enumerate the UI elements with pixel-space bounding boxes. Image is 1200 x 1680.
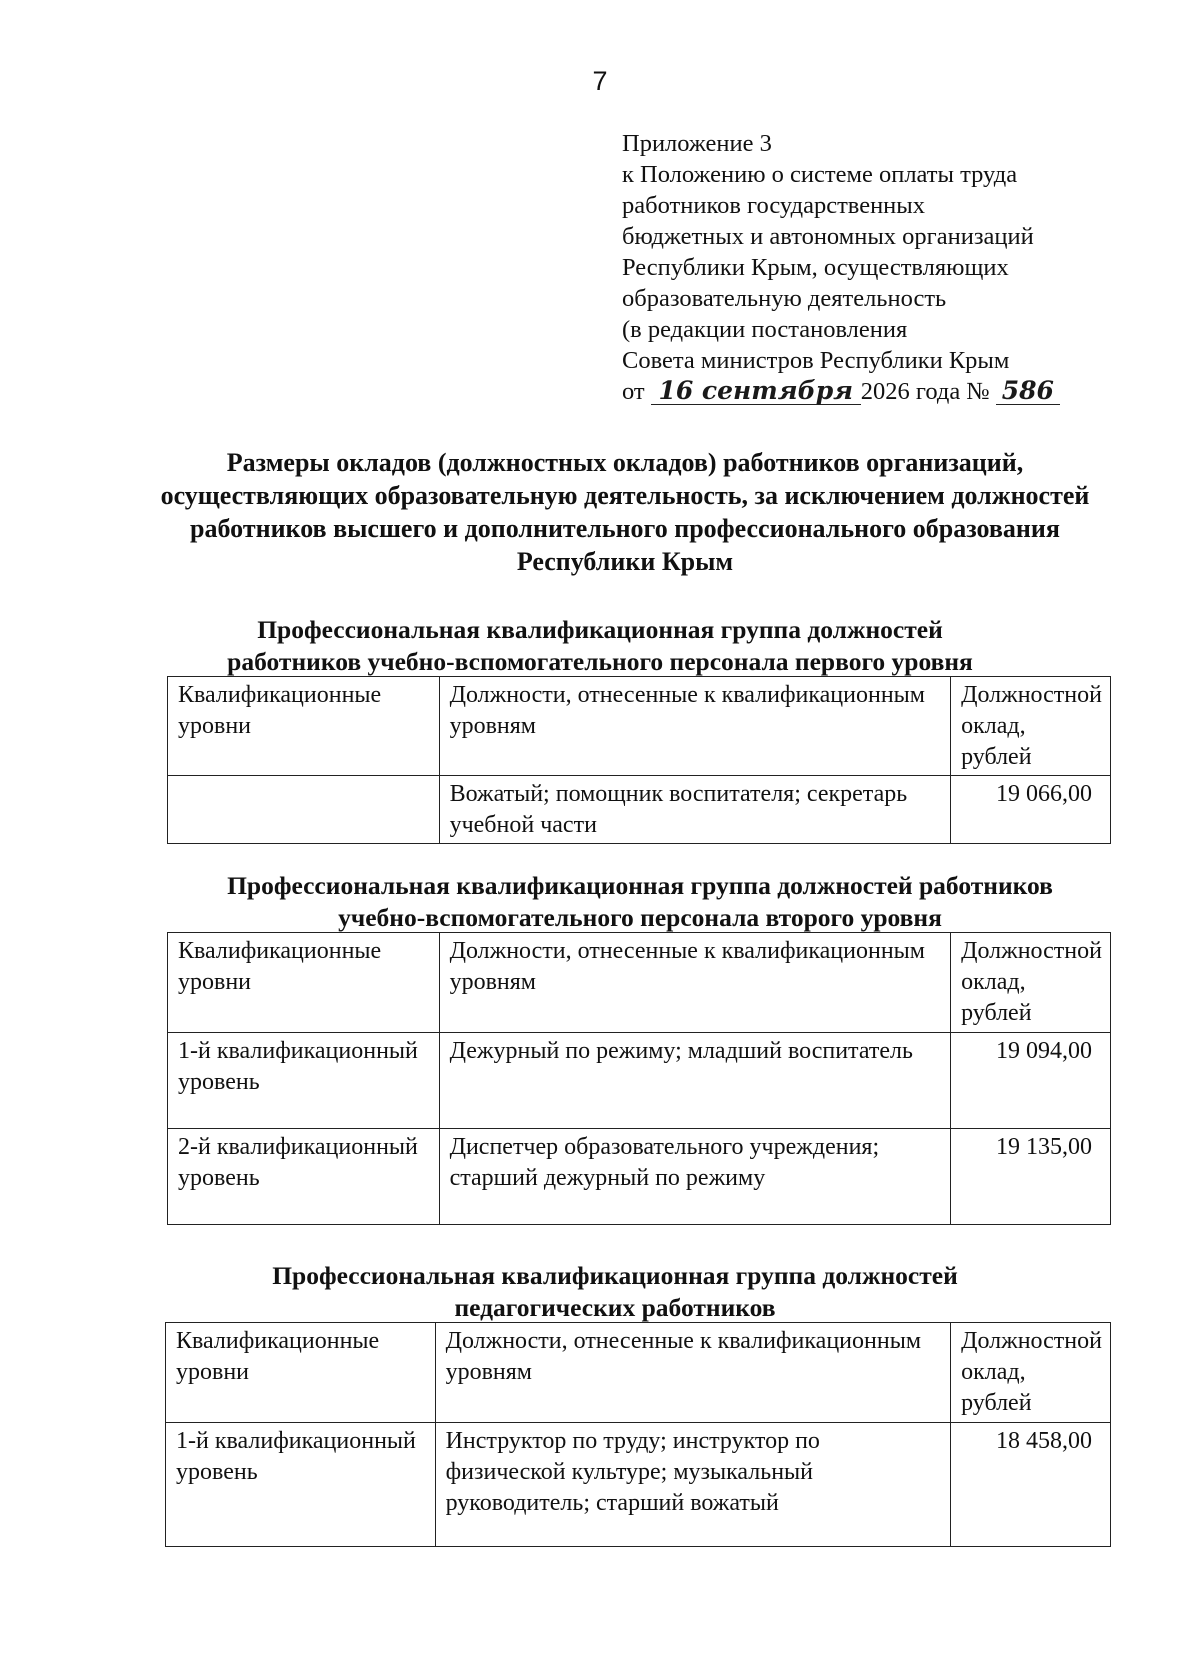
document-title: Размеры окладов (должностных окладов) работников организаций, осуществляющих образовательную деятельность, за исключением должностей работников высшего и дополнительного профессионального образования Республики Крым bbox=[160, 448, 1090, 576]
group-title-3 bbox=[150, 1260, 1080, 1324]
header-salary: Должностной оклад, рублей bbox=[951, 1323, 1111, 1423]
positions-cell: Диспетчер образовательного учреждения; старший дежурный по режиму bbox=[439, 1129, 951, 1225]
header-positions: Должности, отнесенные к квалификационным уровням bbox=[439, 677, 951, 776]
positions-cell: Дежурный по режиму; младший воспитатель bbox=[439, 1033, 951, 1129]
salary-table-1 bbox=[167, 676, 1111, 844]
appendix-line: работников государственных bbox=[622, 192, 926, 219]
appendix-line: Приложение 3 bbox=[622, 130, 772, 157]
appendix-line: (в редакции постановления bbox=[622, 316, 908, 343]
table-header-row bbox=[168, 933, 1111, 1033]
table-row bbox=[168, 1033, 1111, 1129]
appendix-line: бюджетных и автономных организаций bbox=[622, 223, 1034, 250]
level-cell: 2-й квалификационный уровень bbox=[168, 1129, 440, 1225]
year-text: 2026 года № bbox=[860, 378, 990, 405]
table-row bbox=[166, 1423, 1111, 1547]
date-prefix: от bbox=[622, 378, 645, 405]
salary-cell: 19 135,00 bbox=[951, 1129, 1111, 1225]
group-title-line: учебно-вспомогательного персонала второго уровня bbox=[338, 903, 942, 932]
level-cell bbox=[168, 776, 440, 844]
appendix-line: Совета министров Республики Крым bbox=[622, 347, 1010, 374]
group-title-line: Профессиональная квалификационная группа должностей bbox=[272, 1261, 958, 1290]
group-title-line: педагогических работников bbox=[454, 1293, 776, 1322]
header-salary: Должностной оклад, рублей bbox=[951, 677, 1111, 776]
handwritten-number: 586 bbox=[996, 378, 1060, 405]
header-level: Квалификационные уровни bbox=[166, 1323, 436, 1423]
group-title-line: Профессиональная квалификационная группа должностей bbox=[257, 615, 943, 644]
header-salary: Должностной оклад, рублей bbox=[951, 933, 1111, 1033]
header-level: Квалификационные уровни bbox=[168, 677, 440, 776]
table-row bbox=[168, 1129, 1111, 1225]
page-number: 7 bbox=[592, 66, 608, 96]
header-positions: Должности, отнесенные к квалификационным уровням bbox=[435, 1323, 951, 1423]
appendix-line: к Положению о системе оплаты труда bbox=[622, 161, 1018, 188]
group-title-line: работников учебно-вспомогательного персонала первого уровня bbox=[227, 647, 973, 676]
appendix-line: Республики Крым, осуществляющих bbox=[622, 254, 1009, 281]
salary-cell: 19 066,00 bbox=[951, 776, 1111, 844]
table-header-row bbox=[168, 677, 1111, 776]
salary-cell: 19 094,00 bbox=[951, 1033, 1111, 1129]
handwritten-date: 16 сентября bbox=[651, 378, 861, 405]
level-cell: 1-й квалификационный уровень bbox=[168, 1033, 440, 1129]
positions-cell: Инструктор по труду; инструктор по физической культуре; музыкальный руководитель; старший вожатый bbox=[435, 1423, 951, 1547]
group-title-2 bbox=[140, 870, 1140, 934]
level-cell: 1-й квалификационный уровень bbox=[166, 1423, 436, 1547]
table-header-row bbox=[166, 1323, 1111, 1423]
salary-table-2 bbox=[167, 932, 1111, 1225]
appendix-line: образовательную деятельность bbox=[622, 285, 947, 312]
appendix-date-line bbox=[622, 376, 1060, 407]
salary-cell: 18 458,00 bbox=[951, 1423, 1111, 1547]
header-level: Квалификационные уровни bbox=[168, 933, 440, 1033]
group-title-1 bbox=[150, 614, 1050, 678]
appendix-block bbox=[622, 128, 1060, 407]
header-positions: Должности, отнесенные к квалификационным уровням bbox=[439, 933, 951, 1033]
group-title-line: Профессиональная квалификационная группа должностей работников bbox=[227, 871, 1053, 900]
positions-cell: Вожатый; помощник воспитателя; секретарь учебной части bbox=[439, 776, 951, 844]
table-row bbox=[168, 776, 1111, 844]
salary-table-3 bbox=[165, 1322, 1111, 1547]
